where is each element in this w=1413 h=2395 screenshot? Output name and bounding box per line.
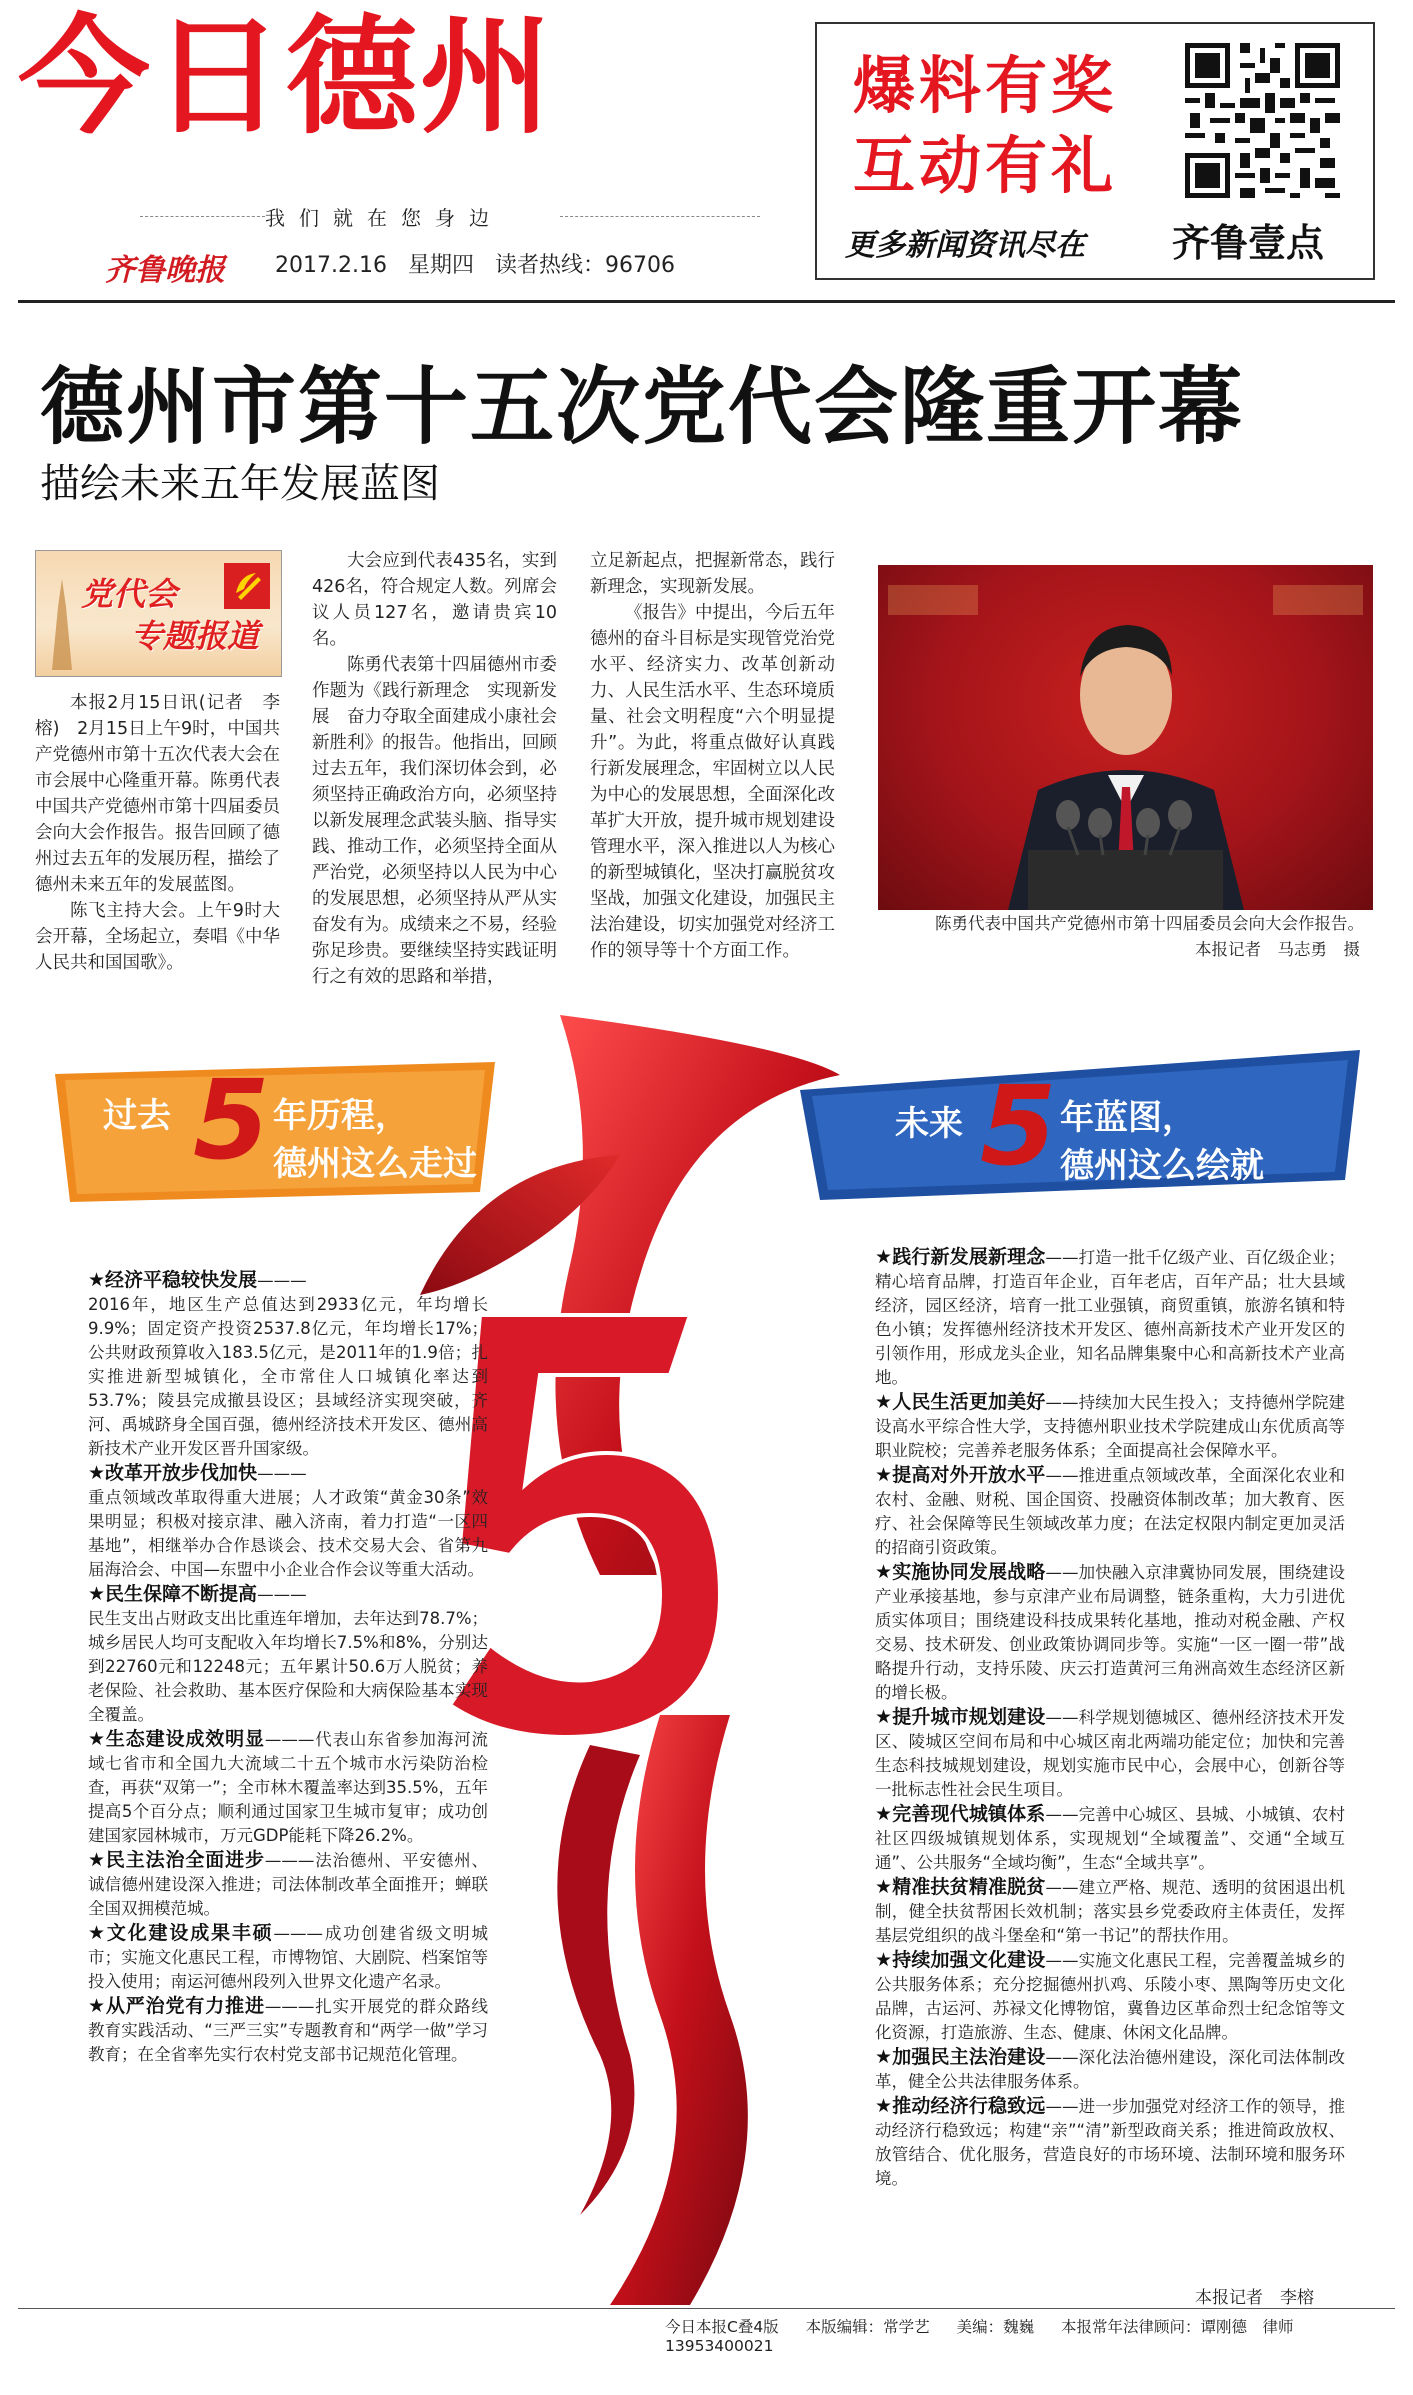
list-item-heading: ★ 改革开放步伐加快 <box>88 1462 257 1484</box>
special-report-banner <box>35 550 282 677</box>
article-paragraph: 陈勇代表第十四届德州市委作题为《践行新理念 实现新发展 奋力夺取全面建成小康社会新胜利》的报告。他指出，回顾过去五年，我们深切体会到，必须坚持正确政治方向，必须坚持以新发展理念武装头脑、指导实践、推动工作，必须坚持全面从严治党，必须坚持以人民为中心的发展思想，必须坚持从严从实奋发有为。成绩来之不易，经验弥足珍贵。要继续坚持实践证明行之有效的思路和举措， <box>312 655 557 987</box>
list-item-text: 实施文化惠民工程，完善覆盖城乡的公共服务体系；充分挖掘德州扒鸡、乐陵小枣、黑陶等历史文化品牌，古运河、苏禄文化博物馆，冀鲁边区革命烈士纪念馆等文化资源，打造旅游、生态、健康、休闲文化品牌。 <box>875 1951 1345 2042</box>
list-item-text: 扎实开展党的群众路线教育实践活动、“三严三实”专题教育和“两学一做”学习教育；在全省率先实行农村党支部书记规范化管理。 <box>88 1997 488 2064</box>
list-item-text: 完善中心城区、县城、小城镇、农村社区四级城镇规划体系，实现规划“全域覆盖”、交通“全域互通”、公共服务“全域均衡”，生态“全域共享”。 <box>875 1805 1345 1872</box>
qr-code-icon[interactable] <box>1180 38 1345 203</box>
list-item-text: 打造一批千亿级产业、百亿级企业；精心培育品牌，打造百年企业，百年老店，百年产品；壮大县域经济，园区经济，培育一批工业强镇，商贸重镇，旅游名镇和特色小镇；发挥德州经济技术开发区、德州高新技术产业开发区的引领作用，形成龙头企业，知名品牌集聚中心和高新技术产业高地。 <box>875 1248 1345 1387</box>
list-item-heading: ★ 文化建设成果丰硕 <box>88 1922 274 1944</box>
list-item-text: 建立严格、规范、透明的贫困退出机制，健全扶贫帮困长效机制；落实县乡党委政府主体责任，发挥基层党组织的战斗堡垒和“第一书记”的帮扶作用。 <box>875 1878 1345 1945</box>
list-item: ★ 从严治党有力推进———扎实开展党的群众路线教育实践活动、“三严三实”专题教育和“两学一做”学习教育；在全省率先实行农村党支部书记规范化管理。 <box>88 1994 488 2067</box>
advert-line1: 爆料有奖 <box>853 49 1118 122</box>
list-item: ★ 人民生活更加美好——持续加大民生投入；支持德州学院建设高水平综合性大学，支持德州职业技术学院建成山东优质高等职业院校；完善养老服务体系；全面提高社会保障水平。 <box>875 1390 1345 1463</box>
footer-editor: 本版编辑：常学艺 <box>805 2318 930 2336</box>
special-report-line2: 专题报道 <box>131 617 260 655</box>
future-banner-post2: 德州这么绘就 <box>1060 1146 1264 1186</box>
masthead-slogan: 我们就在您身边 <box>265 206 503 230</box>
advert-brand: 齐鲁壹点 <box>1172 221 1325 265</box>
list-item-heading: ★ 完善现代城镇体系 <box>875 1803 1045 1825</box>
article-column-1 <box>35 690 280 976</box>
paper-name-logo: 齐鲁晚报 <box>105 253 225 288</box>
slogan-rule-right <box>560 216 760 217</box>
list-item: ★ 文化建设成果丰硕———成功创建省级文明城市；实施文化惠民工程，市博物馆、大剧院、档案馆等投入使用；南运河德州段列入世界文化遗产名录。 <box>88 1921 488 1994</box>
slogan-rule-left <box>140 216 265 217</box>
list-item: ★ 经济平稳较快发展——— 2016年，地区生产总值达到2933亿元，年均增长9.9%；固定资产投资2537.8亿元，年均增长17%；公共财政预算收入183.5亿元，是2011年的1.9倍；扎实推进新型城镇化，全市常住人口城镇化率达到53.7%；陵县完成撤县设区；县域经济实现突破，齐河、禹城跻身全国百强，德州经济技术开发区、德州高新技术产业开发区晋升国家级。 <box>88 1268 488 1461</box>
list-item: ★ 完善现代城镇体系——完善中心城区、县城、小城镇、农村社区四级城镇规划体系，实现规划“全域覆盖”、交通“全域互通”、公共服务“全域均衡”，生态“全域共享”。 <box>875 1802 1345 1875</box>
article-paragraph: 《报告》中提出，今后五年德州的奋斗目标是实现管党治党水平、经济实力、改革创新动力、人民生活水平、生态环境质量、社会文明程度“六个明显提升”。为此，将重点做好认真践行新发展理念，牢固树立以人民为中心的发展思想，全面深化改革扩大开放，提升城市规划建设管理水平，深入推进以人为核心的新型城镇化，坚决打赢脱贫攻坚战，加强文化建设，加强民主法治建设，切实加强党对经济工作的领导等十个方面工作。 <box>590 603 835 961</box>
footer-art-editor: 美编：魏巍 <box>956 2318 1035 2336</box>
list-item-text: 民生支出占财政支出比重连年增加，去年达到78.7%；城乡居民人均可支配收入年均增长7.5%和8%，分别达到22760元和12248元；五年累计50.6万人脱贫；养老保险、社会救助、基本医疗保险和大病保险基本实现全覆盖。 <box>88 1609 488 1724</box>
date-line <box>275 248 689 279</box>
list-item-heading: ★ 精准扶贫精准脱贫 <box>875 1876 1045 1898</box>
list-item-heading: ★ 践行新发展新理念 <box>875 1246 1045 1268</box>
past-five-years-banner <box>55 1056 495 1202</box>
future-banner-post1: 年蓝图， <box>1060 1098 1196 1138</box>
article-column-3 <box>590 548 835 964</box>
list-item-text: 进一步加强党对经济工作的领导，推动经济行稳致远；构建“亲”“清”新型政商关系；推进简政放权、放管结合、优化服务，营造良好的市场环境、法制环境和服务环境。 <box>875 2097 1345 2188</box>
list-item: ★ 践行新发展新理念——打造一批千亿级产业、百亿级企业；精心培育品牌，打造百年企业，百年老店，百年产品；壮大县域经济，园区经济，培育一批工业强镇，商贸重镇，旅游名镇和特色小镇；发挥德州经济技术开发区、德州高新技术产业开发区的引领作用，形成龙头企业，知名品牌集聚中心和高新技术产业高地。 <box>875 1245 1345 1390</box>
list-item-heading: ★ 从严治党有力推进 <box>88 1995 265 2017</box>
footer-phone: 13953400021 <box>665 2337 774 2355</box>
list-item-heading: ★ 人民生活更加美好 <box>875 1391 1045 1413</box>
list-item-heading: ★ 持续加强文化建设 <box>875 1949 1045 1971</box>
list-item-heading: ★ 提升城市规划建设 <box>875 1706 1045 1728</box>
future-banner-pre: 未来 <box>895 1104 963 1144</box>
footer-divider <box>18 2308 1395 2309</box>
list-item-text: 成功创建省级文明城市；实施文化惠民工程，市博物馆、大剧院、档案馆等投入使用；南运河德州段列入世界文化遗产名录。 <box>88 1924 488 1991</box>
list-item-text: 推进重点领域改革，全面深化农业和农村、金融、财税、国企国资、投融资体制改革；加大教育、医疗、社会保障等民生领域改革力度；在法定权限内制定更加灵活的招商引资政策。 <box>875 1466 1345 1557</box>
article-paragraph: 大会应到代表435名，实到426名，符合规定人数。列席会议人员127名，邀请贵宾10名。 <box>312 551 557 649</box>
list-item: ★ 提升城市规划建设——科学规划德城区、德州经济技术开发区、陵城区空间布局和中心城区南北两端功能定位；加快和完善生态科技城规划建设，规划实施市民中心，会展中心，创新谷等一批标志性社会民生项目。 <box>875 1705 1345 1802</box>
masthead-title: 今日德州 <box>18 3 554 152</box>
list-item-heading: ★ 实施协同发展战略 <box>875 1561 1045 1583</box>
speaker-illustration <box>878 565 1373 910</box>
list-item-heading: ★ 提高对外开放水平 <box>875 1464 1045 1486</box>
tower-icon <box>42 577 82 672</box>
list-item: ★ 实施协同发展战略——加快融入京津冀协同发展，围绕建设产业承接基地，参与京津产业布局调整，链条重构，大力引进优质实体项目；围绕建设科技成果转化基地，推动对税金融、产权交易、技术研发、创业政策协调同步等。实施“一区一圈一带”战略提升行动，支持乐陵、庆云打造黄河三角洲高效生态经济区新的增长极。 <box>875 1560 1345 1705</box>
special-report-line1: 党代会 <box>81 575 178 613</box>
article-column-2 <box>312 548 557 990</box>
past-banner-number: 5 <box>193 1056 270 1184</box>
reporter-byline: 本报记者 李榕 <box>1195 2288 1314 2308</box>
issue-weekday: 星期四 <box>407 253 474 278</box>
list-item: ★ 持续加强文化建设——实施文化惠民工程，完善覆盖城乡的公共服务体系；充分挖掘德州扒鸡、乐陵小枣、黑陶等历史文化品牌，古运河、苏禄文化博物馆，冀鲁边区革命烈士纪念馆等文化资源，打造旅游、生态、健康、休闲文化品牌。 <box>875 1948 1345 2045</box>
list-item: ★ 改革开放步伐加快——— 重点领域改革取得重大进展；人才政策“黄金30条”效果明显；积极对接京津、融入济南，着力打造“一区四基地”，相继举办合作恳谈会、技术交易大会、省第九届海洽会、中国—东盟中小企业合作会议等重大活动。 <box>88 1461 488 1582</box>
speaker-photo[interactable] <box>878 565 1373 910</box>
list-item-heading: ★ 民主法治全面进步 <box>88 1849 265 1871</box>
masthead-divider <box>18 300 1395 303</box>
list-item-text: 法治德州、平安德州、诚信德州建设深入推进；司法体制改革全面推开；蝉联全国双拥模范城。 <box>88 1851 488 1918</box>
list-item-text: 持续加大民生投入；支持德州学院建设高水平综合性大学，支持德州职业技术学院建成山东优质高等职业院校；完善养老服务体系；全面提高社会保障水平。 <box>875 1393 1345 1460</box>
list-item: ★ 加强民主法治建设——深化法治德州建设，深化司法体制改革，健全公共法律服务体系。 <box>875 2045 1345 2094</box>
list-item-text: 加快融入京津冀协同发展，围绕建设产业承接基地，参与京津产业布局调整，链条重构，大力引进优质实体项目；围绕建设科技成果转化基地，推动对税金融、产权交易、技术研发、创业政策协调同步等。实施“一区一圈一带”战略提升行动，支持乐陵、庆云打造黄河三角洲高效生态经济区新的增长极。 <box>875 1563 1345 1702</box>
list-item: ★ 生态建设成效明显———代表山东省参加海河流域七省市和全国九大流域二十五个城市水污染防治检查，再获“双第一”；全市林木覆盖率达到35.5%，五年提高5个百分点；顺利通过国家卫生城市复审；成功创建国家园林城市，万元GDP能耗下降26.2%。 <box>88 1727 488 1848</box>
photo-credit: 本报记者 马志勇 摄 <box>1195 940 1360 959</box>
list-item-heading: ★ 经济平稳较快发展 <box>88 1269 257 1291</box>
list-item: ★ 民主法治全面进步———法治德州、平安德州、诚信德州建设深入推进；司法体制改革全面推开；蝉联全国双拥模范城。 <box>88 1848 488 1921</box>
party-emblem-icon <box>224 563 270 609</box>
list-item: ★ 提高对外开放水平——推进重点领域改革，全面深化农业和农村、金融、财税、国企国资、投融资体制改革；加大教育、医疗、社会保障等民生领域改革力度；在法定权限内制定更加灵活的招商引资政策。 <box>875 1463 1345 1560</box>
list-item-text: 代表山东省参加海河流域七省市和全国九大流域二十五个城市水污染防治检查，再获“双第一”；全市林木覆盖率达到35.5%，五年提高5个百分点；顺利通过国家卫生城市复审；成功创建国家园林城市，万元GDP能耗下降26.2%。 <box>88 1730 488 1845</box>
list-item: ★ 精准扶贫精准脱贫——建立严格、规范、透明的贫困退出机制，健全扶贫帮困长效机制；落实县乡党委政府主体责任，发挥基层党组织的战斗堡垒和“第一书记”的帮扶作用。 <box>875 1875 1345 1948</box>
photo-caption: 陈勇代表中国共产党德州市第十四届委员会向大会作报告。 <box>935 914 1364 933</box>
issue-date: 2017.2.16 <box>275 253 387 278</box>
footer-page: 今日本报C叠4版 <box>665 2318 779 2336</box>
future-plans-list <box>875 1245 1345 2191</box>
past-banner-post1: 年历程， <box>273 1096 409 1136</box>
past-achievements-list <box>88 1268 488 2067</box>
footer-info <box>665 2315 1413 2355</box>
list-item-heading: ★ 民生保障不断提高 <box>88 1583 257 1605</box>
list-item-text: 重点领域改革取得重大进展；人才政策“黄金30条”效果明显；积极对接京津、融入济南，着力打造“一区四基地”，相继举办合作恳谈会、技术交易大会、省第九届海洽会、中国—东盟中小企业合作会议等重大活动。 <box>88 1488 488 1579</box>
list-item-heading: ★ 推动经济行稳致远 <box>875 2095 1045 2117</box>
past-banner-pre: 过去 <box>103 1096 171 1136</box>
past-banner-post2: 德州这么走过 <box>273 1144 477 1184</box>
advert-tagline: 更多新闻资讯尽在 <box>845 228 1085 263</box>
list-item-heading: ★ 生态建设成效明显 <box>88 1728 265 1750</box>
article-paragraph: 本报2月15日讯(记者 李榕) 2月15日上午9时，中国共产党德州市第十五次代表大会在市会展中心隆重开幕。陈勇代表中国共产党德州市第十四届委员会向大会作报告。报告回顾了德州过去五年的发展历程，描绘了德州未来五年的发展蓝图。 <box>35 693 280 895</box>
list-item: ★ 民生保障不断提高——— 民生支出占财政支出比重连年增加，去年达到78.7%；城乡居民人均可支配收入年均增长7.5%和8%，分别达到22760元和12248元；五年累计50.6万人脱贫；养老保险、社会救助、基本医疗保险和大病保险基本实现全覆盖。 <box>88 1582 488 1727</box>
subheadline: 描绘未来五年发展蓝图 <box>40 461 440 507</box>
advert-line2: 互动有礼 <box>853 129 1118 202</box>
list-item-heading: ★ 加强民主法治建设 <box>875 2046 1045 2068</box>
future-banner-number: 5 <box>980 1062 1057 1190</box>
list-item-text: 深化法治德州建设，深化司法体制改革，健全公共法律服务体系。 <box>875 2048 1345 2091</box>
footer-lawyer: 本报常年法律顾问：谭刚德 律师 <box>1061 2318 1294 2336</box>
list-item-text: 科学规划德城区、德州经济技术开发区、陵城区空间布局和中心城区南北两端功能定位；加快和完善生态科技城规划建设，规划实施市民中心，会展中心，创新谷等一批标志性社会民生项目。 <box>875 1708 1345 1799</box>
list-item-text: 2016年，地区生产总值达到2933亿元，年均增长9.9%；固定资产投资2537.8亿元，年均增长17%；公共财政预算收入183.5亿元，是2011年的1.9倍；扎实推进新型城镇化，全市常住人口城镇化率达到53.7%；陵县完成撤县设区；县域经济实现突破，齐河、禹城跻身全国百强，德州经济技术开发区、德州高新技术产业开发区晋升国家级。 <box>88 1295 488 1458</box>
headline: 德州市第十五次党代会隆重开幕 <box>40 358 1245 456</box>
article-paragraph: 陈飞主持大会。上午9时大会开幕，全场起立，奏唱《中华人民共和国国歌》。 <box>35 901 280 973</box>
future-five-years-banner <box>800 1050 1360 1200</box>
reader-hotline: 读者热线：96706 <box>494 253 675 278</box>
article-paragraph: 立足新起点，把握新常态，践行新理念，实现新发展。 <box>590 551 835 597</box>
list-item: ★ 推动经济行稳致远——进一步加强党对经济工作的领导，推动经济行稳致远；构建“亲”“清”新型政商关系；推进简政放权、放管结合、优化服务，营造良好的市场环境、法制环境和服务环境。 <box>875 2094 1345 2191</box>
